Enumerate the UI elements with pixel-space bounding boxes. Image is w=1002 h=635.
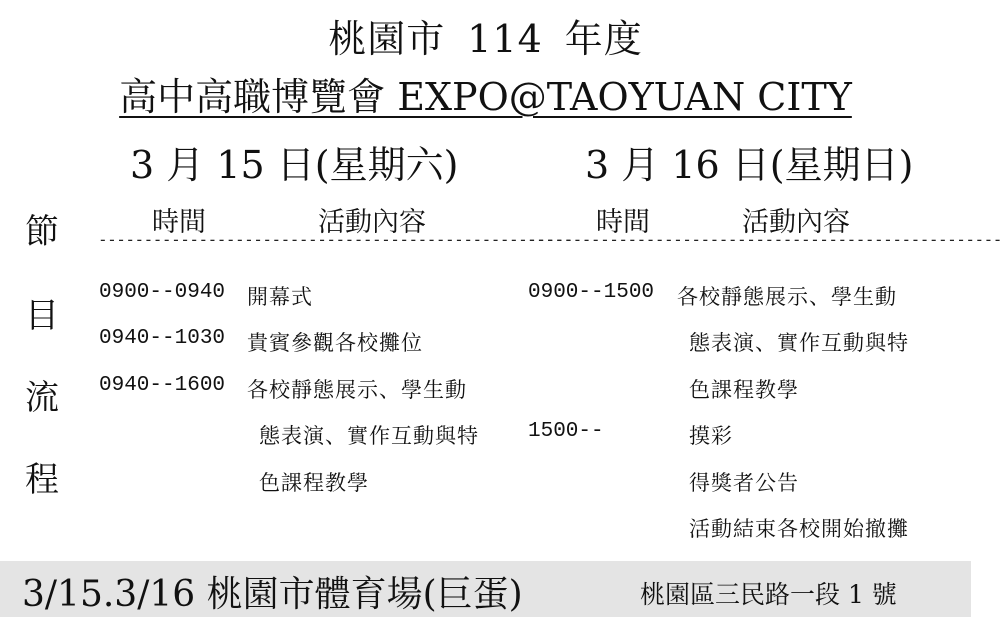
day2-activity: 摸彩	[689, 424, 733, 448]
venue-address: 桃園區三民路一段 1 號	[640, 580, 897, 609]
day2-activity: 各校靜態展示、學生動	[677, 285, 897, 309]
side-label-char: 程	[25, 460, 59, 500]
year-number: 114	[467, 17, 543, 61]
day2-divider: ----------------------------------------------------	[527, 230, 1002, 249]
day1-time: 0940--1030	[99, 327, 226, 350]
event-year-title	[0, 8, 971, 63]
day2-time: 1500--	[528, 420, 604, 443]
day1-content-header: 活動內容	[318, 207, 426, 238]
day1-activity: 各校靜態展示、學生動	[247, 378, 467, 402]
day1-date: 3 月 15 日(星期六)	[130, 143, 459, 187]
day2-activity-cont: 活動結束各校開始撤攤	[689, 517, 909, 541]
city-name: 桃園市	[328, 17, 446, 61]
day2-time: 0900--1500	[528, 281, 655, 304]
day2-activity-cont: 色課程教學	[689, 378, 799, 402]
day1-activity: 貴賓參觀各校攤位	[247, 331, 423, 355]
day2-activity-cont: 得獎者公告	[689, 471, 799, 495]
side-label-char: 節	[25, 212, 59, 252]
day2-date: 3 月 16 日(星期日)	[585, 143, 914, 187]
day1-activity-cont: 態表演、實作互動與特	[259, 424, 479, 448]
day1-divider: ----------------------------------------------------	[98, 230, 573, 249]
day2-time-header: 時間	[596, 207, 650, 238]
venue-name: 3/15.3/16 桃園市體育場(巨蛋)	[22, 574, 523, 615]
day2-content-header: 活動內容	[742, 207, 850, 238]
side-label-char: 目	[25, 296, 59, 336]
event-title	[0, 66, 971, 121]
year-suffix: 年度	[564, 17, 643, 61]
day1-activity-cont: 色課程教學	[259, 471, 369, 495]
side-label-char: 流	[25, 378, 59, 418]
venue-footer	[0, 561, 971, 617]
event-title-text: 高中高職博覽會 EXPO@TAOYUAN CITY	[119, 75, 852, 119]
day1-time: 0900--0940	[99, 281, 226, 304]
day2-activity-cont: 態表演、實作互動與特	[689, 331, 909, 355]
day1-time-header: 時間	[152, 207, 206, 238]
day1-time: 0940--1600	[99, 374, 226, 397]
day1-activity: 開幕式	[247, 285, 313, 309]
